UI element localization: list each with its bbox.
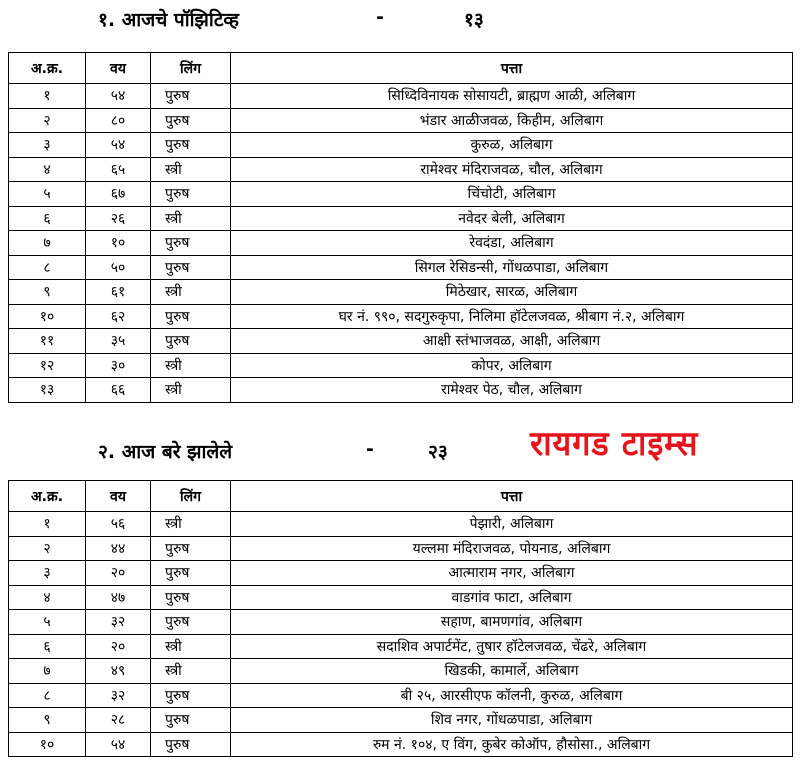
cell-age: २८	[86, 708, 151, 733]
section1-count: १३	[464, 9, 484, 31]
cell-serial: ६	[9, 634, 86, 659]
col-header-age: वय	[86, 481, 151, 512]
cell-age: ३०	[86, 353, 151, 378]
col-header-address: पत्ता	[231, 53, 793, 84]
cell-address: सदाशिव अपार्टमेंट, तुषार हॉटेलजवळ, चेंढरे, अलिबाग	[231, 634, 793, 659]
cell-age: ५४	[86, 84, 151, 109]
cell-age: ३५	[86, 329, 151, 354]
table-row	[9, 255, 793, 280]
cell-serial: १	[9, 84, 86, 109]
cell-address: आत्माराम नगर, अलिबाग	[231, 561, 793, 586]
cell-age: ५४	[86, 732, 151, 757]
cell-serial: २	[9, 536, 86, 561]
section2-dash: -	[366, 438, 374, 460]
cell-address: शिव नगर, गोंधळपाडा, अलिबाग	[231, 708, 793, 733]
table-header-row	[9, 481, 793, 512]
cell-address: घर नं. ९९०, सदगुरुकृपा, निलिमा हॉटेलजवळ, श्रीबाग नं.२, अलिबाग	[231, 304, 793, 329]
table-row	[9, 708, 793, 733]
positive-cases-table	[8, 52, 793, 403]
table-row	[9, 732, 793, 757]
table-row	[9, 329, 793, 354]
cell-age: ६१	[86, 280, 151, 305]
table-row	[9, 659, 793, 684]
cell-gender: पुरुष	[151, 231, 231, 256]
cell-gender: पुरुष	[151, 84, 231, 109]
table-row	[9, 378, 793, 403]
cell-gender: पुरुष	[151, 329, 231, 354]
cell-gender: स्त्री	[151, 280, 231, 305]
table-row	[9, 108, 793, 133]
cell-age: ८०	[86, 108, 151, 133]
col-header-gender: लिंग	[151, 53, 231, 84]
cell-gender: स्त्री	[151, 512, 231, 537]
cell-age: ४७	[86, 585, 151, 610]
cell-address: खिडकी, कामार्ले, अलिबाग	[231, 659, 793, 684]
col-header-serial: अ.क्र.	[9, 53, 86, 84]
cell-gender: पुरुष	[151, 255, 231, 280]
table-row	[9, 304, 793, 329]
cell-address: बी २५, आरसीएफ कॉलनी, कुरुळ, अलिबाग	[231, 683, 793, 708]
cell-serial: ७	[9, 231, 86, 256]
table-row	[9, 84, 793, 109]
cell-age: ४९	[86, 659, 151, 684]
cell-age: ५४	[86, 133, 151, 158]
cell-address: रेवदंडा, अलिबाग	[231, 231, 793, 256]
col-header-age: वय	[86, 53, 151, 84]
cell-gender: पुरुष	[151, 304, 231, 329]
section2-title: २. आज बरे झालेले	[98, 441, 233, 463]
cell-serial: ८	[9, 255, 86, 280]
cell-address: आक्षी स्तंभाजवळ, आक्षी, अलिबाग	[231, 329, 793, 354]
cell-address: रुम नं. १०४, ए विंग, कुबेर कोऑप, हौसोसा., अलिबाग	[231, 732, 793, 757]
cell-age: २६	[86, 206, 151, 231]
cell-age: ४४	[86, 536, 151, 561]
cell-address: वाडगांव फाटा, अलिबाग	[231, 585, 793, 610]
cell-gender: पुरुष	[151, 133, 231, 158]
cell-address: रामेश्वर पेठ, चौल, अलिबाग	[231, 378, 793, 403]
table-row	[9, 280, 793, 305]
cell-serial: १३	[9, 378, 86, 403]
cell-serial: ३	[9, 561, 86, 586]
cell-address: सिध्दिविनायक सोसायटी, ब्राह्मण आळी, अलिबाग	[231, 84, 793, 109]
cell-address: मिठेखार, सारळ, अलिबाग	[231, 280, 793, 305]
table-row	[9, 182, 793, 207]
cell-serial: ९	[9, 708, 86, 733]
table-row	[9, 683, 793, 708]
cell-gender: पुरुष	[151, 732, 231, 757]
cell-address: कोपर, अलिबाग	[231, 353, 793, 378]
cell-serial: ३	[9, 133, 86, 158]
cell-serial: १	[9, 512, 86, 537]
cell-gender: स्त्री	[151, 378, 231, 403]
cell-gender: पुरुष	[151, 182, 231, 207]
table-row	[9, 133, 793, 158]
recovered-cases-table	[8, 480, 793, 757]
section1-title: १. आजचे पॉझिटिव्ह	[98, 9, 239, 31]
cell-gender: पुरुष	[151, 585, 231, 610]
table-row	[9, 585, 793, 610]
cell-gender: पुरुष	[151, 561, 231, 586]
cell-address: कुरुळ, अलिबाग	[231, 133, 793, 158]
section1-dash: -	[376, 6, 384, 28]
cell-age: २०	[86, 634, 151, 659]
cell-gender: पुरुष	[151, 610, 231, 635]
cell-address: भंडार आळीजवळ, किहीम, अलिबाग	[231, 108, 793, 133]
cell-gender: पुरुष	[151, 536, 231, 561]
cell-gender: स्त्री	[151, 206, 231, 231]
cell-age: ६७	[86, 182, 151, 207]
col-header-address: पत्ता	[231, 481, 793, 512]
raigad-times-logo: रायगड टाइम्स	[530, 424, 699, 464]
cell-serial: ५	[9, 610, 86, 635]
cell-address: चिंचोटी, अलिबाग	[231, 182, 793, 207]
cell-age: ६६	[86, 378, 151, 403]
cell-serial: ४	[9, 585, 86, 610]
cell-serial: १०	[9, 304, 86, 329]
table-header-row	[9, 53, 793, 84]
cell-gender: स्त्री	[151, 659, 231, 684]
cell-address: रामेश्वर मंदिराजवळ, चौल, अलिबाग	[231, 157, 793, 182]
cell-address: सहाण, बामणगांव, अलिबाग	[231, 610, 793, 635]
cell-gender: स्त्री	[151, 353, 231, 378]
col-header-serial: अ.क्र.	[9, 481, 86, 512]
table-row	[9, 561, 793, 586]
cell-age: ३२	[86, 610, 151, 635]
cell-serial: ८	[9, 683, 86, 708]
col-header-gender: लिंग	[151, 481, 231, 512]
cell-serial: ९	[9, 280, 86, 305]
cell-serial: ६	[9, 206, 86, 231]
cell-serial: ११	[9, 329, 86, 354]
table-row	[9, 231, 793, 256]
cell-gender: पुरुष	[151, 708, 231, 733]
table-row	[9, 536, 793, 561]
cell-address: यल्लमा मंदिराजवळ, पोयनाड, अलिबाग	[231, 536, 793, 561]
cell-age: ३२	[86, 683, 151, 708]
table-row	[9, 610, 793, 635]
cell-gender: स्त्री	[151, 634, 231, 659]
cell-address: सिगल रेसिडन्सी, गोंधळपाडा, अलिबाग	[231, 255, 793, 280]
cell-serial: २	[9, 108, 86, 133]
cell-gender: स्त्री	[151, 157, 231, 182]
cell-serial: १२	[9, 353, 86, 378]
cell-age: ६५	[86, 157, 151, 182]
section2-count: २३	[428, 441, 448, 463]
table-row	[9, 512, 793, 537]
cell-age: ५६	[86, 512, 151, 537]
table-row	[9, 157, 793, 182]
cell-address: नवेदर बेली, अलिबाग	[231, 206, 793, 231]
cell-serial: ४	[9, 157, 86, 182]
cell-serial: १०	[9, 732, 86, 757]
cell-age: २०	[86, 561, 151, 586]
cell-serial: ७	[9, 659, 86, 684]
table-row	[9, 206, 793, 231]
cell-serial: ५	[9, 182, 86, 207]
table-row	[9, 634, 793, 659]
cell-gender: पुरुष	[151, 108, 231, 133]
cell-gender: पुरुष	[151, 683, 231, 708]
cell-address: पेझारी, अलिबाग	[231, 512, 793, 537]
table-row	[9, 353, 793, 378]
cell-age: ६२	[86, 304, 151, 329]
cell-age: ५०	[86, 255, 151, 280]
cell-age: १०	[86, 231, 151, 256]
